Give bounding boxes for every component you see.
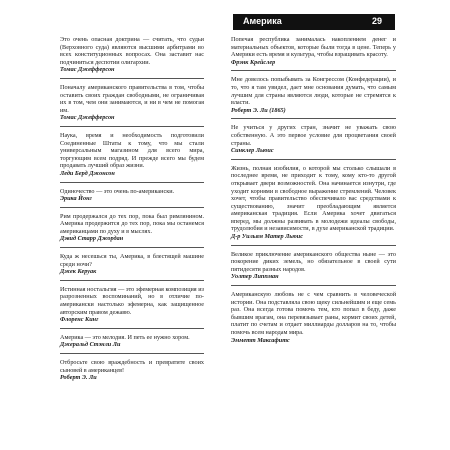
quote-author: Леди Берд Джонсон [60, 169, 115, 177]
quote-author: Эмметт Максафитс [231, 336, 290, 344]
divider [231, 285, 396, 286]
quote-text: Наука, время и необходимость подготовили Соединенные Штаты к тому, что мы стали универсальным магазином для всего мира, торгующим всем подряд. И прежде всего мы будем продавать лучший образ жизни. [60, 131, 204, 170]
quote [60, 334, 204, 349]
quote-author: Роберт Э. Ли (1865) [231, 106, 286, 114]
right-column [231, 36, 396, 344]
quote-author: Томас Джефферсон [60, 114, 115, 122]
quote [60, 132, 204, 178]
divider [231, 159, 396, 160]
quote-author: Уолтер Липпман [231, 273, 279, 281]
divider [231, 70, 396, 71]
quote-author: Фрэнк Крейслер [231, 58, 276, 66]
quote-text: Не учиться у других стран, значит не уважать свою собственную. А это первое условие для процветания своей страны. [231, 124, 396, 147]
quote [60, 188, 204, 203]
divider [60, 182, 204, 183]
divider [231, 245, 396, 246]
divider [231, 118, 396, 119]
quote [60, 84, 204, 122]
quote-text: Мне довелось попыбывать за Конгрессом (Конфедерации), и то, что я там увидел, дает мне основания думать, что самым лучшим для страны являются люди, которые не стремятся к власти. [231, 76, 396, 107]
divider [60, 78, 204, 79]
quote-author: Джек Керуак [60, 268, 97, 276]
left-column [60, 36, 204, 382]
quote-text: Великое приключение американского общества ныне — это покорение диких земель, но обязательное в своей сути пятидесяти разных народов. [231, 250, 396, 273]
quote-author: Роберт Э. Ли [60, 374, 97, 382]
quote-text: Отбросьте свою враждебность и превратите своих сыновей в американцев! [60, 359, 204, 374]
quote [231, 165, 396, 241]
quote [231, 291, 396, 344]
quote-author: Флоренс Кинг [60, 316, 99, 324]
quote-text: Куда ж несешься ты, Америка, в блестящей машине среди ночи? [60, 253, 204, 268]
quote [231, 124, 396, 154]
quote-text: Американскую любовь не с чем сравнить в человеческой истории. Она подставляла свою щеку сильнейшим и еще семь раз. Она всегда готова помочь тем, кто попал в беду, даже бывшим врагам, она перевязывает раны, кормит своих детей, платит по счетам и отдает миллиарды долларов на то, чтобы помочь всем народам мира. [231, 291, 396, 336]
divider [60, 126, 204, 127]
quote-text: Жизнь, полная изобилия, о которой мы столько слышали в последнее время, не приходит к тому, кому кто-то другой открывает двери возможностей. Она начинается изнутри, где уходит корнями в свободное выражение стремлений. Человек хочет, чтобы правительство обеспечивало вас средствами к существованию, значит преобладающим является американская традиция. Если Америка хочет двигаться вперед, мы должны развивать в молодежи идеалы свободы, трудолюбия и независимости, в духе американской традиции. [231, 164, 396, 233]
divider [60, 328, 204, 329]
quote-author: Джеральд Стэнли Ли [60, 341, 121, 349]
quote [60, 359, 204, 382]
quote [60, 213, 204, 243]
quote-author: Томас Джефферсон [60, 66, 115, 74]
quote-author: Д-р Уильям Матер Льюис [231, 233, 303, 241]
quote-text: Попечая республика занималась накоплением денег и материальных объектов, которые были тогда в цене. Теперь у Америки есть время и культура, чтобы взращивать красоту. [231, 36, 396, 59]
quote-text: Америка — это мелодия. И петь ее нужно хором. [60, 333, 190, 341]
quote-text: Истинная ностальгия — это эфемерная композиция из разрозненных воспоминаний, но в отличие по-американски настолько эфемерна, как защищенное авторским правом дежавю. [60, 285, 204, 316]
divider [60, 280, 204, 281]
quote-text: Это очень опасная доктрина — считать, что судьи (Верховного суда) являются высшими арбитрами во всех конституционных вопросах. Она заставит нас подчиниться деспотии олигархии. [60, 36, 204, 66]
quote-author: Эрика Йонг [60, 195, 92, 203]
quote-text: Одиночество — это очень по-американски. [60, 187, 175, 195]
quote [60, 286, 204, 324]
quote-author: Синклер Льюис [231, 147, 274, 155]
page-number: 29 [372, 16, 383, 26]
quote-text: Поначалу американского правительства в том, чтобы оставить своих граждан свободными, не ограничивая их в том, чем они занимаются, и ни в чем не помогая им. [60, 83, 204, 114]
quote-author: Дэвид Старр Джордан [60, 235, 124, 243]
quote [231, 36, 396, 66]
divider [60, 207, 204, 208]
quote [60, 36, 204, 74]
quote [231, 76, 396, 114]
divider [60, 353, 204, 354]
divider [60, 247, 204, 248]
quote-text: Рим продержался до тех пор, пока был римлянином. Америка продержится до тех пор, пока мы останемся американцами по духу и в мыслях. [60, 212, 204, 235]
quote [231, 251, 396, 281]
section-title: Америка [243, 16, 282, 26]
quote [60, 253, 204, 276]
